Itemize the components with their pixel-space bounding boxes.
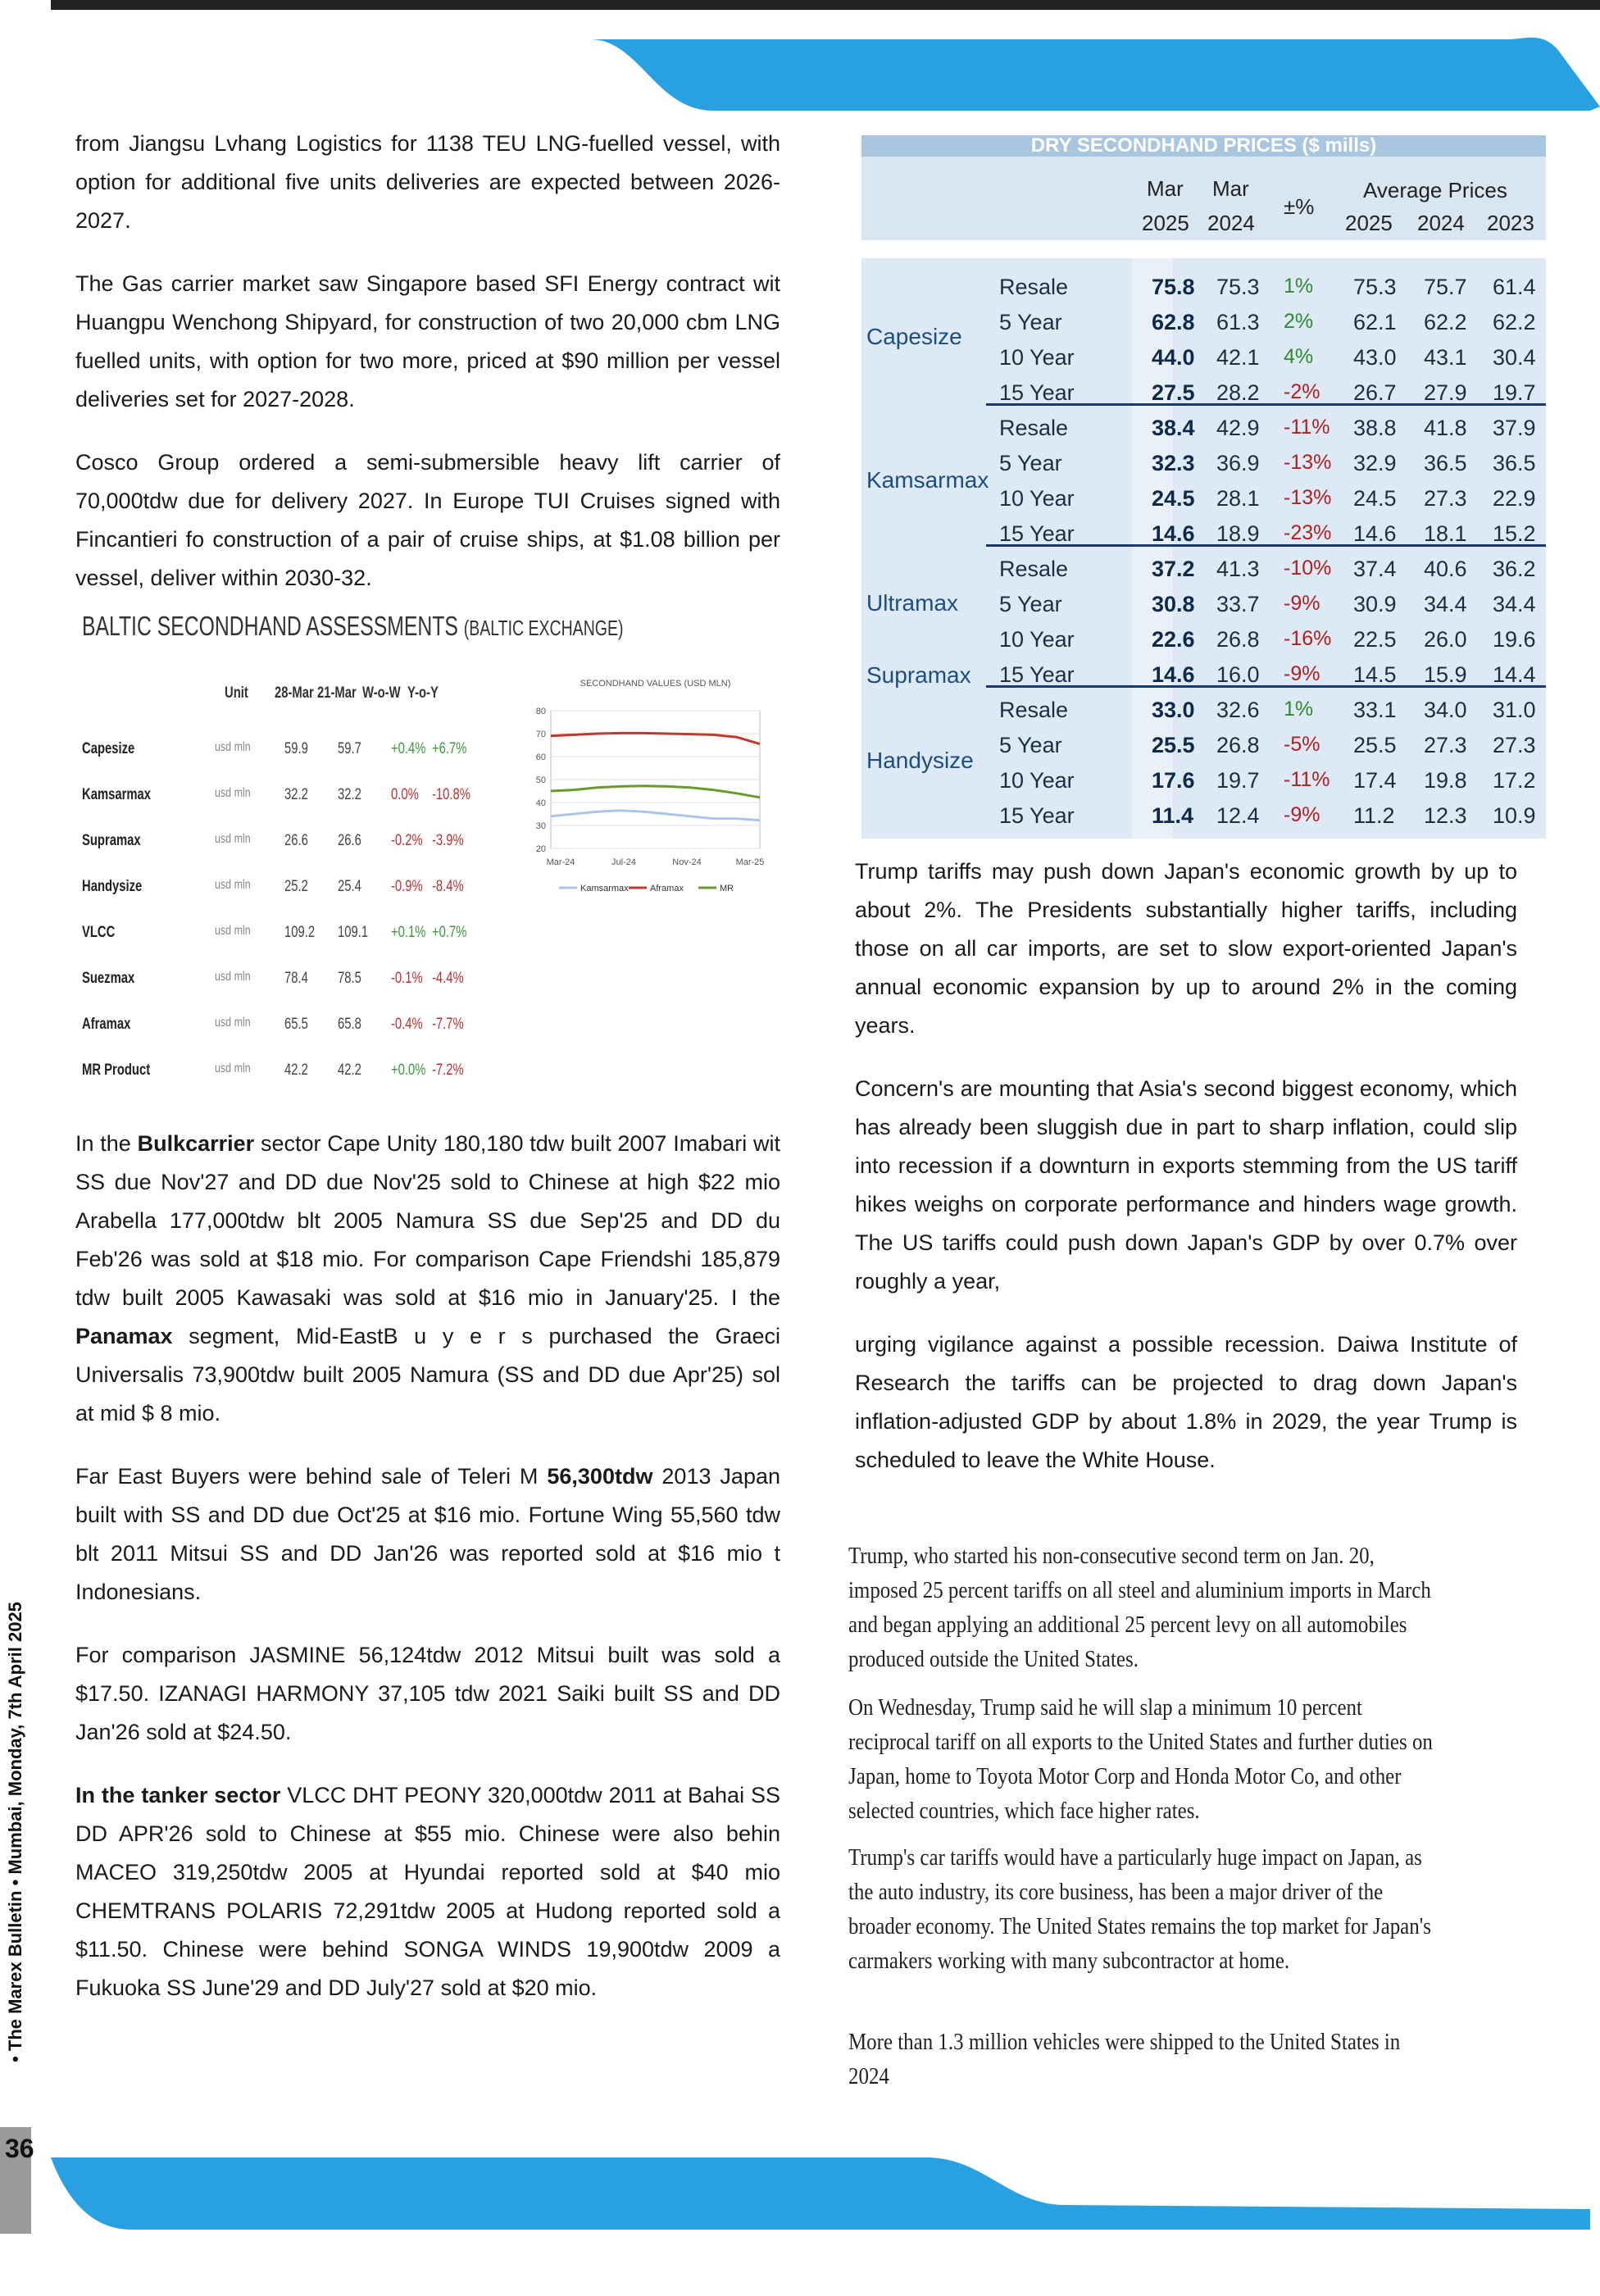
cell-m25: 75.8	[1152, 275, 1195, 299]
cell-m25: 14.6	[1152, 521, 1195, 546]
baltic-cell-wow: -0.1%	[391, 970, 423, 987]
cell-m25: 14.6	[1152, 662, 1195, 687]
left-column-bottom	[75, 1125, 780, 2007]
cell-a23: 37.9	[1493, 416, 1536, 440]
col-mar-2024-a: Mar	[1212, 176, 1249, 201]
baltic-cell-yoy: -4.4%	[432, 970, 464, 987]
cell-a24: 41.8	[1424, 416, 1467, 440]
cell-a25: 75.3	[1353, 275, 1397, 299]
cell-a25: 14.6	[1353, 521, 1397, 546]
cell-age: 5 Year	[999, 310, 1062, 334]
cell-age: 10 Year	[999, 768, 1075, 793]
col-mar-2024-b: 2024	[1207, 211, 1255, 235]
baltic-cell-wow: -0.4%	[391, 1016, 423, 1033]
cell-m25: 32.3	[1152, 451, 1195, 475]
cell-pct: -10%	[1284, 557, 1332, 580]
x-tick-label: Mar-24	[546, 857, 575, 867]
cell-pct: 1%	[1284, 698, 1314, 721]
segment-kamsarmax: Kamsarmax	[866, 467, 989, 493]
cell-pct: 2%	[1284, 310, 1314, 333]
baltic-cell-unit: usd mln	[215, 832, 251, 846]
cell-m24: 42.1	[1216, 345, 1260, 370]
cell-m25: 22.6	[1152, 627, 1195, 652]
col-mar-2025-a: Mar	[1147, 176, 1184, 201]
cell-pct: -13%	[1284, 451, 1332, 474]
cell-pct: -11%	[1284, 768, 1330, 791]
col-avg-2024: 2024	[1417, 211, 1465, 235]
baltic-cell-unit: usd mln	[215, 740, 251, 754]
paragraph-trump-term: Trump, who started his non-consecutive second term on Jan. 20, imposed 25 percent tariffs on all steel and aluminium imports in March and began applying an additional 25 percent levy on all automobiles produced outside the United States.	[848, 1543, 1431, 1672]
cell-a23: 61.4	[1493, 275, 1536, 299]
baltic-cell-name: Suezmax	[82, 970, 135, 987]
segment-capesize: Capesize	[866, 324, 962, 349]
cell-m24: 19.7	[1216, 768, 1260, 793]
cell-age: Resale	[999, 698, 1069, 722]
cell-a24: 15.9	[1424, 662, 1467, 687]
cell-pct: -9%	[1284, 662, 1320, 685]
cell-m24: 32.6	[1216, 698, 1260, 722]
cell-pct: 4%	[1284, 345, 1314, 368]
baltic-cell-v2: 26.6	[338, 832, 361, 849]
cell-a24: 27.3	[1424, 733, 1467, 757]
x-tick-label: Mar-25	[735, 857, 765, 867]
cell-m25: 44.0	[1152, 345, 1195, 370]
cell-age: 5 Year	[999, 592, 1062, 616]
paragraph-vehicles-shipped: More than 1.3 million vehicles were shipped to the United States in 2024	[848, 2029, 1401, 2089]
baltic-cell-v1: 65.5	[284, 1016, 308, 1033]
cell-a23: 19.6	[1493, 627, 1536, 652]
publication-side-label: • The Marex Bulletin • Mumbai, Monday, 7th April 2025	[5, 1602, 25, 2062]
legend-label: Kamsarmax	[580, 884, 629, 893]
paragraph-daiwa: urging vigilance against a possible recession. Daiwa Institute of Research the tariffs can be projected to drag down Japan's inflation-adjusted GDP by about 1.8% in 2029, the year Trump is scheduled to leave the White House.	[855, 1332, 1517, 1472]
baltic-cell-v1: 109.2	[284, 924, 316, 941]
segment-handysize: Handysize	[866, 748, 974, 773]
cell-a25: 37.4	[1353, 557, 1397, 581]
y-tick-label: 60	[535, 752, 546, 762]
cell-a24: 75.7	[1424, 275, 1467, 299]
baltic-cell-v1: 26.6	[284, 832, 308, 849]
baltic-cell-name: VLCC	[82, 924, 116, 941]
cell-a23: 15.2	[1493, 521, 1536, 546]
col-pct: ±%	[1284, 194, 1315, 219]
cell-age: 10 Year	[999, 345, 1075, 370]
y-tick-label: 70	[535, 730, 546, 739]
baltic-cell-yoy: -7.2%	[432, 1062, 464, 1079]
baltic-cell-wow: 0.0%	[391, 786, 419, 803]
cell-a23: 22.9	[1493, 486, 1536, 511]
cell-a25: 62.1	[1353, 310, 1397, 334]
baltic-cell-yoy: -10.8%	[432, 786, 470, 803]
cell-a24: 27.3	[1424, 486, 1467, 511]
cell-a25: 33.1	[1353, 698, 1397, 722]
baltic-cell-wow: +0.0%	[391, 1062, 426, 1079]
baltic-cell-v1: 25.2	[284, 878, 308, 895]
baltic-cell-unit: usd mln	[215, 1016, 251, 1030]
legend-label: Aframax	[650, 884, 684, 893]
table-title: DRY SECONDHAND PRICES ($ mills)	[861, 135, 1546, 157]
baltic-cell-wow: +0.4%	[391, 740, 426, 757]
cell-age: 15 Year	[999, 380, 1075, 405]
cell-a23: 36.5	[1493, 451, 1536, 475]
cell-m25: 37.2	[1152, 557, 1195, 581]
cell-pct: -16%	[1284, 627, 1332, 650]
cell-a24: 34.4	[1424, 592, 1467, 616]
paragraph-tanker: In the tanker sector VLCC DHT PEONY 320,000tdw 2011 at Bahai SS DD APR'26 sold to Chinese at $55 mio. Chinese were also behin MACEO 319,250tdw 2005 at Hyundai reported sold at $40 mio CHEMTRANS POLARIS 72,291tdw 2005 at Hudong reported sold a $11.50. Chinese were behind SONGA WINDS 19,900tdw 2009 a Fukuoka SS June'29 and DD July'27 sold at $20 mio.	[75, 1783, 780, 2000]
x-tick-label: Nov-24	[672, 857, 702, 867]
cell-pct: -5%	[1284, 733, 1320, 756]
cell-a24: 12.3	[1424, 803, 1467, 828]
cell-m24: 61.3	[1216, 310, 1260, 334]
paragraph-cosco: Cosco Group ordered a semi-submersible heavy lift carrier of 70,000tdw due for delivery 2027. In Europe TUI Cruises signed with Fincantieri fo construction of a pair of cruise ships, at $1.08 billion per vessel, deliver within 2030-32.	[75, 450, 780, 590]
cell-a23: 62.2	[1493, 310, 1536, 334]
baltic-cell-v2: 59.7	[338, 740, 361, 757]
y-tick-label: 40	[535, 798, 546, 808]
baltic-cell-unit: usd mln	[215, 878, 251, 892]
cell-age: Resale	[999, 557, 1069, 581]
cell-m24: 75.3	[1216, 275, 1260, 299]
cell-pct: -23%	[1284, 521, 1332, 544]
paragraph-lng-order: from Jiangsu Lvhang Logistics for 1138 TEU LNG-fuelled vessel, with option for additional five units deliveries are expected between 2026-2027.	[75, 131, 780, 233]
baltic-cell-wow: -0.9%	[391, 878, 423, 895]
baltic-cell-yoy: -3.9%	[432, 832, 464, 849]
paragraph-far-east: Far East Buyers were behind sale of Teleri M 56,300tdw 2013 Japan built with SS and DD due Oct'25 at $16 mio. Fortune Wing 55,560 tdw blt 2011 Mitsui SS and DD Jan'26 was reported sold at $16 mio t Indonesians.	[75, 1464, 780, 1604]
baltic-cell-v2: 32.2	[338, 786, 361, 803]
cell-m25: 25.5	[1152, 733, 1195, 757]
baltic-cell-name: Aframax	[82, 1016, 131, 1033]
col-mar-2025-b: 2025	[1142, 211, 1189, 235]
baltic-cell-yoy: -8.4%	[432, 878, 464, 895]
baltic-header-cell: Unit	[225, 684, 248, 702]
cell-a24: 36.5	[1424, 451, 1467, 475]
cell-m24: 28.2	[1216, 380, 1260, 405]
cell-m24: 12.4	[1216, 803, 1260, 828]
cell-a23: 17.2	[1493, 768, 1536, 793]
cell-m25: 24.5	[1152, 486, 1195, 511]
cell-m24: 33.7	[1216, 592, 1260, 616]
cell-a25: 11.2	[1353, 803, 1395, 828]
cell-a23: 10.9	[1493, 803, 1536, 828]
paragraph-comparison: For comparison JASMINE 56,124tdw 2012 Mitsui built was sold a $17.50. IZANAGI HARMONY 37,105 tdw 2021 Saiki built SS and DD Jan'26 sold at $24.50.	[75, 1643, 780, 1744]
cell-pct: -13%	[1284, 486, 1332, 509]
cell-a24: 26.0	[1424, 627, 1467, 652]
baltic-cell-name: Supramax	[82, 832, 141, 849]
baltic-header-cell: 21-Mar	[317, 684, 357, 702]
y-tick-label: 80	[535, 707, 546, 716]
cell-a24: 40.6	[1424, 557, 1467, 581]
paragraph-reciprocal-tariff: On Wednesday, Trump said he will slap a minimum 10 percent reciprocal tariff on all exports to the United States and further duties on Japan, home to Toyota Motor Corp and Honda Motor Co, and other selected countries, which face higher rates.	[848, 1694, 1433, 1824]
top-rule	[51, 0, 1600, 10]
segment-supramax: Supramax	[866, 662, 971, 688]
baltic-cell-unit: usd mln	[215, 1062, 251, 1075]
cell-pct: -9%	[1284, 803, 1320, 826]
dry-secondhand-table	[861, 135, 1546, 840]
baltic-cell-name: Capesize	[82, 740, 135, 757]
page-number: 36	[5, 2134, 34, 2163]
col-average-prices: Average Prices	[1363, 178, 1507, 202]
baltic-cell-v2: 65.8	[338, 1016, 361, 1033]
cell-a23: 36.2	[1493, 557, 1536, 581]
baltic-cell-unit: usd mln	[215, 924, 251, 938]
cell-a24: 18.1	[1424, 521, 1467, 546]
cell-age: 15 Year	[999, 662, 1075, 687]
cell-a25: 32.9	[1353, 451, 1397, 475]
cell-a23: 27.3	[1493, 733, 1536, 757]
col-avg-2023: 2023	[1487, 211, 1534, 235]
baltic-cell-v2: 25.4	[338, 878, 361, 895]
cell-m25: 33.0	[1152, 698, 1195, 722]
cell-a24: 43.1	[1424, 345, 1467, 370]
baltic-cell-yoy: +6.7%	[432, 740, 467, 757]
baltic-cell-v1: 32.2	[284, 786, 308, 803]
paragraph-car-tariffs: Trump's car tariffs would have a particularly huge impact on Japan, as the auto industry, its core business, has been a major driver of the broader economy. The United States remains the top market for Japan's carmakers working with many subcontractor at home.	[848, 1844, 1431, 1974]
baltic-cell-wow: -0.2%	[391, 832, 423, 849]
cell-m24: 26.8	[1216, 627, 1260, 652]
cell-pct: -9%	[1284, 592, 1320, 615]
x-tick-label: Jul-24	[611, 857, 636, 867]
secondhand-values-chart	[526, 676, 772, 906]
baltic-cell-v2: 42.2	[338, 1062, 361, 1079]
y-tick-label: 50	[535, 775, 546, 785]
cell-age: 15 Year	[999, 803, 1075, 828]
chart-title: SECONDHAND VALUES (USD MLN)	[580, 679, 731, 689]
cell-m25: 11.4	[1152, 803, 1194, 828]
baltic-header-cell: 28-Mar	[275, 684, 314, 702]
cell-m24: 16.0	[1216, 662, 1260, 687]
baltic-cell-v2: 109.1	[338, 924, 369, 941]
baltic-cell-yoy: -7.7%	[432, 1016, 464, 1033]
cell-a25: 25.5	[1353, 733, 1397, 757]
right-column-text	[855, 852, 1517, 1480]
legend-label: MR	[720, 884, 734, 893]
cell-a24: 34.0	[1424, 698, 1467, 722]
cell-pct: 1%	[1284, 275, 1314, 298]
baltic-cell-wow: +0.1%	[391, 924, 426, 941]
cell-m25: 17.6	[1152, 768, 1195, 793]
cell-a25: 43.0	[1353, 345, 1397, 370]
baltic-cell-v2: 78.5	[338, 970, 361, 987]
cell-age: 5 Year	[999, 733, 1062, 757]
cell-a23: 19.7	[1493, 380, 1536, 405]
cell-pct: -11%	[1284, 416, 1330, 439]
baltic-header-cell: W-o-W	[362, 684, 401, 702]
baltic-cell-unit: usd mln	[215, 786, 251, 800]
baltic-cell-v1: 42.2	[284, 1062, 308, 1079]
cell-a24: 19.8	[1424, 768, 1467, 793]
baltic-header-cell: Y-o-Y	[407, 684, 439, 702]
baltic-cell-name: Handysize	[82, 878, 143, 895]
baltic-assessments-figure	[75, 611, 780, 1103]
baltic-cell-v1: 59.9	[284, 740, 308, 757]
cell-m24: 18.9	[1216, 521, 1260, 546]
cell-pct: -2%	[1284, 380, 1320, 403]
y-tick-label: 30	[535, 821, 546, 831]
paragraph-gas-carrier: The Gas carrier market saw Singapore based SFI Energy contract wit Huangpu Wenchong Shipyard, for construction of two 20,000 cbm LNG fuelled units, with option for two more, priced at $90 million per vessel deliveries set for 2027-2028.	[75, 271, 780, 411]
cell-a23: 34.4	[1493, 592, 1536, 616]
baltic-cell-yoy: +0.7%	[432, 924, 467, 941]
cell-m24: 26.8	[1216, 733, 1260, 757]
left-column-top	[75, 125, 780, 598]
cell-age: 15 Year	[999, 521, 1075, 546]
footer-banner	[0, 2148, 1600, 2238]
y-tick-label: 20	[535, 844, 546, 854]
cell-a24: 27.9	[1424, 380, 1467, 405]
cell-a24: 62.2	[1424, 310, 1467, 334]
cell-age: Resale	[999, 416, 1069, 440]
baltic-cell-v1: 78.4	[284, 970, 308, 987]
cell-a23: 30.4	[1493, 345, 1536, 370]
header-banner	[0, 33, 1600, 115]
cell-a25: 17.4	[1353, 768, 1397, 793]
paragraph-recession-concern: Concern's are mounting that Asia's second biggest economy, which has already been sluggish due in part to sharp inflation, could slip into recession if a downturn in exports stemming from the US tariff hikes weighs on corporate performance and hinders wage growth. The US tariffs could push down Japan's GDP by over 0.7% over roughly a year,	[855, 1076, 1517, 1293]
cell-a25: 26.7	[1353, 380, 1397, 405]
cell-age: 5 Year	[999, 451, 1062, 475]
paragraph-tariffs: Trump tariffs may push down Japan's economic growth by up to about 2%. The Presidents substantially higher tariffs, including those on all car imports, are set to slow export-oriented Japan's annual economic expansion by up to around 2% in the coming years.	[855, 859, 1517, 1038]
cell-m24: 28.1	[1216, 486, 1260, 511]
cell-m25: 30.8	[1152, 592, 1195, 616]
cell-m24: 42.9	[1216, 416, 1260, 440]
cell-age: Resale	[999, 275, 1069, 299]
cell-m24: 41.3	[1216, 557, 1260, 581]
cell-age: 10 Year	[999, 627, 1075, 652]
cell-a25: 22.5	[1353, 627, 1397, 652]
cell-a25: 24.5	[1353, 486, 1397, 511]
baltic-cell-name: Kamsarmax	[82, 786, 152, 803]
cell-m25: 27.5	[1152, 380, 1195, 405]
cell-m25: 62.8	[1152, 310, 1195, 334]
cell-a23: 31.0	[1493, 698, 1536, 722]
baltic-title: BALTIC SECONDHAND ASSESSMENTS (BALTIC EXCHANGE)	[82, 611, 624, 641]
cell-a25: 38.8	[1353, 416, 1397, 440]
cell-m25: 38.4	[1152, 416, 1195, 440]
cell-a23: 14.4	[1493, 662, 1536, 687]
baltic-cell-unit: usd mln	[215, 970, 251, 984]
col-avg-2025: 2025	[1345, 211, 1393, 235]
paragraph-bulkcarrier: In the Bulkcarrier sector Cape Unity 180,180 tdw built 2007 Imabari wit SS due Nov'27 and DD due Nov'25 sold to Chinese at high $22 mio Arabella 177,000tdw blt 2005 Namura SS due Sep'25 and DD du Feb'26 was sold at $18 mio. For comparison Cape Friendshi 185,879 tdw built 2005 Kawasaki was sold at $16 mio in January'25. I the Panamax segment, Mid-EastB u y e r s purchased the Graeci Universalis 73,900tdw built 2005 Namura (SS and DD due Apr'25) sol at mid $ 8 mio.	[75, 1131, 780, 1425]
segment-ultramax: Ultramax	[866, 590, 959, 616]
cell-a25: 14.5	[1353, 662, 1397, 687]
cell-age: 10 Year	[999, 486, 1075, 511]
baltic-cell-name: MR Product	[82, 1062, 151, 1079]
cell-m24: 36.9	[1216, 451, 1260, 475]
cell-a25: 30.9	[1353, 592, 1397, 616]
